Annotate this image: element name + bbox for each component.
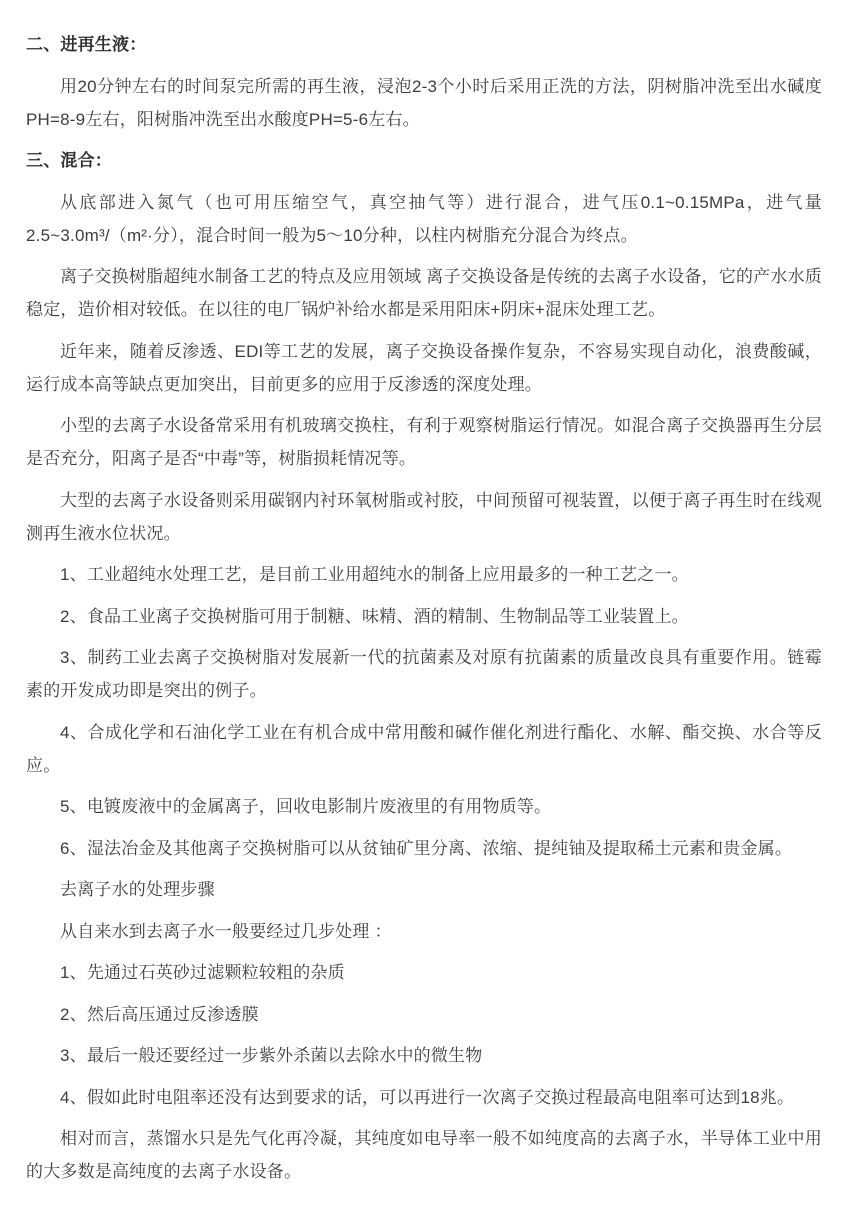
paragraph-mixing-procedure: 从底部进入氮气（也可用压缩空气，真空抽气等）进行混合，进气压0.1~0.15MPa，进气量2.5~3.0m³/（m²·分），混合时间一般为5～10分种，以柱内树脂充分混合为终点。 [26,192,822,245]
paragraph-steps-title: 去离子水的处理步骤 [60,880,215,899]
paragraph-distilled-comparison: 相对而言，蒸馏水只是先气化再冷凝，其纯度如电导率一般不如纯度高的去离子水，半导体工业中用的大多数是高纯度的去离子水设备。 [26,1129,822,1181]
list-item-application-4: 4、合成化学和石油化学工业在有机合成中常用酸和碱作催化剂进行酯化、水解、酯交换、水合等反应。 [26,722,822,775]
list-item-application-1: 1、工业超纯水处理工艺，是目前工业用超纯水的制备上应用最多的一种工艺之一。 [60,565,689,584]
paragraph-process-overview: 离子交换树脂超纯水制备工艺的特点及应用领域 离子交换设备是传统的去离子水设备，它的产水水质稳定，造价相对较低。在以往的电厂锅炉补给水都是采用阳床+阴床+混床处理工艺。 [26,267,822,319]
heading-regeneration-liquid: 二、进再生液： [26,35,147,54]
list-item-step-2: 2、然后高压通过反渗透膜 [60,1004,259,1024]
paragraph-large-equipment: 大型的去离子水设备则采用碳钢内衬环氧树脂或衬胶，中间预留可视装置，以便于离子再生时在线观测再生液水位状况。 [26,490,822,543]
paragraph-steps-intro: 从自来水到去离子水一般要经过几步处理 ： [60,921,392,941]
paragraph-regeneration-procedure: 用20分钟左右的时间泵完所需的再生液，浸泡2-3个小时后采用正洗的方法，阴树脂冲洗至出水碱度PH=8-9左右，阳树脂冲洗至出水酸度PH=5-6左右。 [26,76,822,129]
list-item-step-3: 3、最后一般还要经过一步紫外杀菌以去除水中的微生物 [60,1046,483,1065]
paragraph-recent-trends: 近年来，随着反渗透、EDI等工艺的发展，离子交换设备操作复杂，不容易实现自动化，浪费酸碱，运行成本高等缺点更加突出，目前更多的应用于反渗透的深度处理。 [26,341,822,394]
list-item-application-2: 2、食品工业离子交换树脂可用于制糖、味精、酒的精制、生物制品等工业装置上。 [60,606,689,626]
list-item-step-1: 1、先通过石英砂过滤颗粒较粗的杂质 [60,963,345,982]
list-item-step-4: 4、假如此时电阻率还没有达到要求的话，可以再进行一次离子交换过程最高电阻率可达到18兆。 [60,1087,795,1107]
paragraph-small-equipment: 小型的去离子水设备常采用有机玻璃交换柱，有利于观察树脂运行情况。如混合离子交换器再生分层是否充分，阳离子是否“中毒”等，树脂损耗情况等。 [26,416,822,468]
list-item-application-5: 5、电镀废液中的金属离子，回收电影制片废液里的有用物质等。 [60,797,552,816]
heading-mixing: 三、混合： [26,151,112,170]
list-item-application-3: 3、制药工业去离子交换树脂对发展新一代的抗菌素及对原有抗菌素的质量改良具有重要作用。链霉素的开发成功即是突出的例子。 [26,648,822,700]
list-item-application-6: 6、湿法冶金及其他离子交换树脂可以从贫铀矿里分离、浓缩、提纯铀及提取稀土元素和贵金属。 [60,838,793,858]
